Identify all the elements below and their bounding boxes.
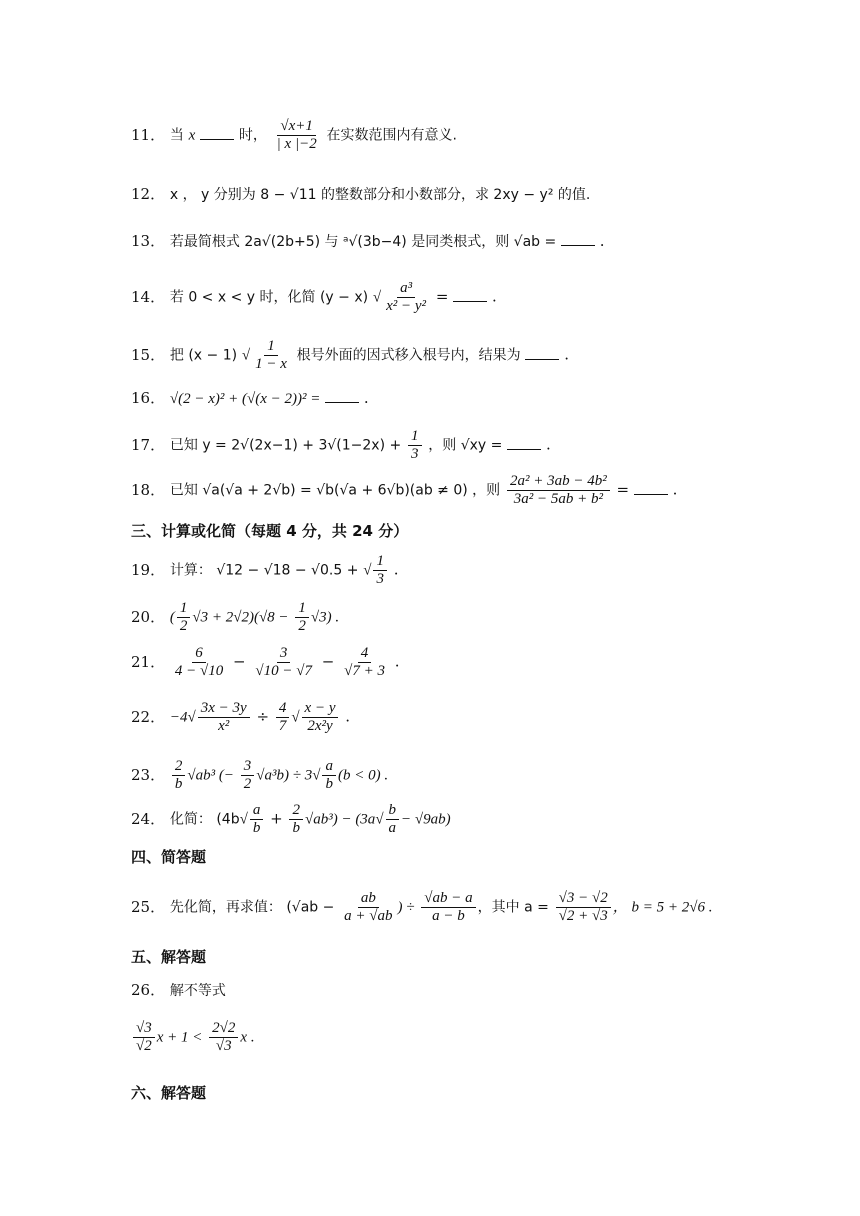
answer-blank (507, 435, 541, 450)
fraction-numerator: 2√2 (209, 1020, 238, 1038)
fraction-numerator: a (322, 758, 336, 776)
problem-16 (131, 388, 369, 409)
fraction (421, 890, 475, 925)
problem-text: . (545, 435, 551, 454)
problem-21 (131, 645, 400, 680)
fraction-denominator: 1 − x (255, 356, 287, 372)
fraction-numerator: a³ (397, 280, 415, 298)
fraction (289, 802, 303, 837)
fraction-numerator: 2 (289, 802, 303, 820)
problem-text: ，则 √xy = (428, 437, 503, 454)
answer-blank (325, 388, 359, 403)
fraction-numerator: 3 (241, 758, 255, 776)
math-variable: x (188, 127, 196, 144)
problem-24: 24． 化简： (4b√ $\frac{a}{b}$ + $\frac{2}{b}$ √ab³) − (3a√ $\frac{b}{a}$ − √9ab) (131, 802, 451, 836)
problem-text: 把 (x − 1) (169, 347, 238, 364)
problem-text: 化简： (4b (169, 811, 240, 828)
problem-number: 26． (131, 981, 166, 999)
fraction (274, 118, 320, 153)
fraction (383, 280, 429, 315)
problem-text: 根号外面的因式移入根号内，结果为 (296, 347, 521, 364)
section-heading-3: 三、计算或化简（每题 4 分，共 24 分） (131, 522, 409, 540)
problem-19: 19． 计算： √12 − √18 − √0.5 + √ $\frac{1}{3}$ . (131, 553, 399, 587)
problem-number: 16． (131, 389, 166, 407)
fraction-numerator: √3 (133, 1020, 155, 1038)
fraction (252, 338, 290, 373)
problem-number: 24． (131, 809, 166, 828)
equals-sign: = (435, 287, 449, 306)
fraction-numerator: √x+1 (277, 118, 316, 136)
problem-text: . (394, 652, 400, 671)
problem-text: . (491, 287, 497, 306)
problem-23: 23． $\frac{2}{b}$ √ab³ (− $\frac{3}{2}$ √a³b) ÷ 3√ $\frac{a}{b}$ (b < 0) . (131, 758, 389, 792)
problem-22: 22． −4√ $\frac{3x - 3y}{\text{x²}}$ ÷ $\frac{4}{7}$ √ $\frac{x - y}{\text{2x²y}}$ . (131, 700, 351, 734)
answer-blank (634, 480, 668, 495)
problem-number: 14． (131, 287, 166, 306)
problem-26 (131, 980, 226, 1001)
minus-sign: − (233, 652, 246, 671)
problem-text: 时， (238, 127, 267, 144)
answer-blank (453, 287, 487, 302)
fraction-numerator: ab (358, 890, 379, 908)
fraction-denominator: 3 (411, 446, 419, 462)
problem-11 (131, 118, 457, 153)
problem-text: x ， y 分别为 8 − √11 的整数部分和小数部分，求 2xy − y² 的值. (169, 187, 591, 203)
fraction-numerator: x − y (302, 700, 339, 718)
equals-sign: = (616, 480, 630, 499)
problem-text: . (564, 345, 569, 364)
problem-text: . (599, 232, 605, 250)
math-expression: √ab³ (− (187, 767, 234, 784)
math-expression: √3 + 2√2)(√8 − (192, 609, 289, 626)
problem-text: . (393, 560, 399, 579)
problem-text: 计算： √12 − √18 − √0.5 + (169, 562, 359, 579)
problem-13 (131, 231, 605, 252)
minus-sign: − (321, 652, 335, 671)
problem-text: 当 (169, 127, 184, 144)
section-heading-5: 五、解答题 (131, 948, 207, 966)
problem-14: 14． 若 0 < x < y 时，化简 (y − x) √ $\frac{\text{a³}}{\text{x² − y²}}$ = . (131, 280, 497, 314)
section-heading-6: 六、解答题 (131, 1084, 207, 1102)
fraction (556, 890, 611, 925)
fraction-denominator: √10 − √7 (255, 663, 312, 679)
problem-12 (131, 184, 590, 205)
fraction-denominator: a (388, 820, 397, 836)
problem-text: 若 0 < x < y 时，化简 (y − x) (169, 289, 369, 306)
problem-number: 15． (131, 345, 166, 364)
divide-sign: ÷ (256, 707, 270, 726)
fraction-numerator: b (386, 802, 400, 820)
problem-text: . (363, 389, 369, 407)
fraction (341, 890, 395, 925)
math-expression: (b < 0) . (337, 767, 389, 784)
fraction (177, 600, 191, 635)
fraction-numerator: 4 (276, 700, 290, 718)
math-expression: x . (240, 1029, 255, 1046)
answer-blank (525, 345, 559, 360)
problem-text: 已知 √a(√a + 2√b) = √b(√a + 6√b)(ab ≠ 0) ，则 (169, 482, 501, 499)
fraction-numerator: 2a² + 3ab − 4b² (507, 473, 610, 491)
fraction-numerator: 3 (277, 645, 291, 663)
problem-15: 15． 把 (x − 1) √ $\frac{1}{1 - x}$ 根号外面的因式移入根号内，结果为 . (131, 338, 569, 372)
fraction (302, 700, 339, 735)
problem-text: . (672, 480, 678, 499)
fraction-numerator: 4 (358, 645, 372, 663)
fraction-denominator: b (292, 820, 300, 836)
fraction-denominator: b (174, 776, 183, 792)
fraction (209, 1020, 238, 1055)
section-heading-4: 四、简答题 (131, 848, 207, 866)
problem-number: 13． (131, 232, 166, 250)
fraction-denominator: 3a² − 5ab + b² (513, 491, 603, 507)
problem-25 (131, 890, 712, 925)
fraction-denominator: √2 + √3 (558, 908, 608, 924)
math-expression: ) ÷ (397, 899, 415, 916)
problem-number: 23． (131, 765, 166, 784)
fraction (341, 645, 388, 680)
fraction-numerator: √3 − √2 (556, 890, 611, 908)
fraction-denominator: √2 (136, 1038, 152, 1054)
fraction-denominator: x² (218, 718, 230, 734)
fraction-numerator: 1 (295, 600, 309, 618)
fraction-denominator: 2 (298, 618, 306, 634)
fraction (322, 758, 336, 793)
problem-18 (131, 473, 677, 508)
problem-number: 20． (131, 607, 166, 626)
answer-blank (561, 231, 595, 246)
fraction (133, 1020, 155, 1055)
fraction (241, 758, 255, 793)
fraction-denominator: a + √ab (344, 908, 393, 924)
problem-20 (131, 600, 339, 635)
fraction-denominator: 2x²y (307, 718, 333, 734)
fraction-denominator: 4 − √10 (174, 663, 224, 679)
fraction-numerator: 6 (192, 645, 206, 663)
math-expression: −4 (169, 709, 188, 726)
fraction (386, 802, 400, 837)
fraction-denominator: b (252, 820, 261, 836)
fraction (172, 645, 226, 680)
math-expression: ( (169, 609, 175, 626)
fraction-denominator: x² − y² (386, 298, 427, 314)
plus-sign: + (270, 809, 283, 828)
problem-number: 11． (131, 125, 166, 144)
fraction (295, 600, 309, 635)
problem-text: 先化简，再求值： (√ab − (169, 899, 335, 916)
problem-text: ，其中 a = (477, 899, 549, 916)
problem-number: 19． (131, 560, 166, 579)
problem-number: 12． (131, 185, 166, 203)
math-expression: √3) . (310, 609, 340, 626)
fraction (507, 473, 610, 508)
fraction-numerator: 1 (373, 553, 387, 571)
fraction-denominator: | x |−2 (276, 136, 317, 152)
fraction-numerator: 1 (177, 600, 191, 618)
problem-number: 17． (131, 435, 166, 454)
problem-number: 22． (131, 707, 166, 726)
problem-number: 21． (131, 652, 166, 671)
problem-text: . (345, 707, 351, 726)
fraction (276, 700, 290, 735)
math-expression: √ab³) − (3a (304, 811, 376, 828)
math-expression: √(2 − x)² + (√(x − 2))² = (169, 391, 321, 407)
fraction-numerator: 1 (408, 428, 422, 446)
fraction-numerator: √ab − a (421, 890, 475, 908)
problem-text: 若最简根式 2a√(2b+5) 与 ᵃ√(3b−4) 是同类根式，则 √ab = (169, 234, 557, 250)
problem-text: 已知 y = 2√(2x−1) + 3√(1−2x) + (169, 437, 402, 454)
fraction-numerator: 2 (172, 758, 186, 776)
problem-26-inequality (131, 1020, 255, 1055)
math-expression: − √9ab) (401, 811, 451, 828)
problem-number: 25． (131, 897, 166, 916)
fraction-numerator: 3x − 3y (198, 700, 250, 718)
problem-number: 18． (131, 480, 166, 499)
fraction-denominator: b (325, 776, 333, 792)
fraction-denominator: 2 (179, 618, 188, 634)
fraction (252, 645, 315, 680)
math-expression: x + 1 < (156, 1029, 203, 1046)
fraction-numerator: a (250, 802, 264, 820)
fraction-denominator: 3 (376, 571, 384, 587)
math-expression: ， b = 5 + 2√6 . (612, 899, 713, 916)
fraction-denominator: 7 (278, 718, 287, 734)
answer-blank (200, 125, 234, 140)
fraction (198, 700, 250, 735)
fraction (250, 802, 264, 837)
fraction-denominator: √3 (215, 1038, 232, 1054)
fraction (408, 428, 422, 463)
problem-text: 解不等式 (169, 983, 226, 999)
fraction-denominator: a − b (432, 908, 465, 924)
problem-17 (131, 428, 551, 463)
problem-text: 在实数范围内有意义. (326, 127, 457, 144)
fraction-numerator: 1 (264, 338, 278, 356)
fraction (172, 758, 186, 793)
fraction-denominator: √7 + 3 (344, 663, 385, 679)
fraction-denominator: 2 (243, 776, 252, 792)
math-expression: √a³b) ÷ 3 (256, 767, 313, 784)
fraction (373, 553, 387, 588)
